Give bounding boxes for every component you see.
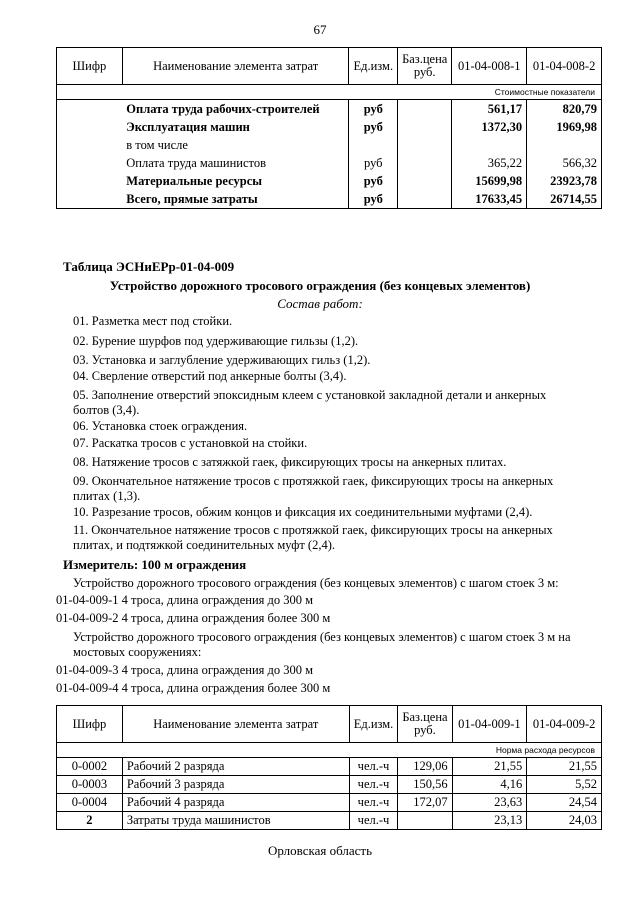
value-cell: 23,63: [452, 794, 527, 812]
operation-item: 06. Установка стоек ограждения.: [73, 419, 248, 433]
unit-cell: руб: [349, 118, 398, 136]
header-code: Шифр: [57, 48, 123, 85]
measurement-unit: Измеритель: 100 м ограждения: [63, 557, 247, 572]
value-cell: 17633,45: [452, 190, 527, 209]
code-cell: 0-0004: [57, 794, 123, 812]
code-line: 01-04-009-1 4 троса, длина ограждения до 300 м: [56, 593, 314, 607]
unit-cell: руб: [349, 190, 398, 209]
name-cell: Материальные ресурсы: [122, 172, 349, 190]
description-paragraph: Устройство дорожного тросового ограждения (без концевых элементов) с шагом стоек 3 м:: [73, 576, 559, 590]
operation-item: 07. Раскатка тросов с установкой на стойки.: [73, 436, 308, 450]
header-col1: 01-04-008-1: [452, 48, 527, 85]
code-cell: [57, 154, 123, 172]
table-row: [57, 154, 602, 172]
value-cell: 1372,30: [452, 118, 527, 136]
code-cell: [57, 172, 123, 190]
price-cell: [398, 190, 452, 209]
code-cell: 2: [57, 812, 123, 830]
resource-table: [56, 705, 602, 830]
value-cell: [452, 136, 527, 154]
price-cell: [398, 136, 452, 154]
header-code: Шифр: [57, 706, 123, 743]
price-cell: 150,56: [398, 776, 452, 794]
unit-cell: руб: [349, 172, 398, 190]
code-line: 01-04-009-2 4 троса, длина ограждения более 300 м: [56, 611, 331, 625]
unit-cell: чел.-ч: [349, 812, 398, 830]
price-cell: [398, 172, 452, 190]
operation-item: 05. Заполнение отверстий эпоксидным клеем с установкой закладной детали и анкерных болтов (3,4).: [73, 388, 547, 417]
name-cell: Затраты труда машинистов: [122, 812, 349, 830]
name-cell: Оплата труда рабочих-строителей: [122, 100, 349, 119]
unit-cell: руб: [349, 154, 398, 172]
operation-item: 02. Бурение шурфов под удерживающие гильзы (1,2).: [73, 334, 359, 348]
value-cell: 566,32: [527, 154, 602, 172]
table-row: [57, 190, 602, 209]
header-name: Наименование элемента затрат: [122, 48, 349, 85]
unit-cell: чел.-ч: [349, 794, 398, 812]
code-cell: [57, 190, 123, 209]
value-cell: 4,16: [452, 776, 527, 794]
code-line: 01-04-009-4 4 троса, длина ограждения более 300 м: [56, 681, 331, 695]
value-cell: 15699,98: [452, 172, 527, 190]
price-cell: [398, 100, 452, 119]
table-subtitle: Устройство дорожного тросового ограждения (без концевых элементов): [109, 278, 531, 293]
value-cell: 820,79: [527, 100, 602, 119]
code-cell: 0-0002: [57, 758, 123, 776]
value-cell: 5,52: [527, 776, 602, 794]
header-base-price: Баз.цена руб.: [398, 48, 452, 85]
footer-region: Орловская область: [267, 843, 373, 858]
table-header-row: [57, 48, 602, 85]
code-cell: [57, 118, 123, 136]
operation-item: 01. Разметка мест под стойки.: [73, 314, 233, 328]
operation-item: 11. Окончательное натяжение тросов с протяжкой гаек, фиксирующих тросы на анкерных плитах, и подтяжкой соединительных муфт (2,4).: [73, 523, 553, 552]
header-col1: 01-04-009-1: [452, 706, 527, 743]
operation-item: 10. Разрезание тросов, обжим концов и фиксация их соединительными муфтами (2,4).: [73, 505, 533, 519]
value-cell: 26714,55: [527, 190, 602, 209]
table-header-row: [57, 706, 602, 743]
header-col2: 01-04-008-2: [527, 48, 602, 85]
operation-item: 08. Натяжение тросов с затяжкой гаек, фиксирующих тросы на анкерных плитах.: [73, 455, 507, 469]
table-title: Таблица ЭСНиЕРр-01-04-009: [63, 259, 235, 274]
table-row: [57, 776, 602, 794]
page-number: 67: [313, 22, 327, 37]
price-cell: [398, 154, 452, 172]
header-unit: Ед.изм.: [349, 706, 398, 743]
resource-subheader: Норма расхода ресурсов: [57, 743, 602, 758]
value-cell: 1969,98: [527, 118, 602, 136]
table-row: [57, 758, 602, 776]
price-cell: [398, 118, 452, 136]
cost-table: [56, 47, 602, 209]
name-cell: Оплата труда машинистов: [122, 154, 349, 172]
table-row: [57, 172, 602, 190]
price-cell: 172,07: [398, 794, 452, 812]
operation-item: 03. Установка и заглубление удерживающих гильз (1,2).: [73, 353, 371, 367]
value-cell: 365,22: [452, 154, 527, 172]
unit-cell: [349, 136, 398, 154]
unit-cell: чел.-ч: [349, 776, 398, 794]
name-cell: Эксплуатация машин: [122, 118, 349, 136]
header-unit: Ед.изм.: [349, 48, 398, 85]
value-cell: 561,17: [452, 100, 527, 119]
operation-item: 04. Сверление отверстий под анкерные болты (3,4).: [73, 369, 347, 383]
unit-cell: руб: [349, 100, 398, 119]
header-col2: 01-04-009-2: [527, 706, 602, 743]
description-paragraph: Устройство дорожного тросового ограждения (без концевых элементов) с шагом стоек 3 м на мостовых сооружениях:: [73, 630, 571, 659]
table-row: [57, 118, 602, 136]
value-cell: 21,55: [527, 758, 602, 776]
name-cell: Рабочий 3 разряда: [122, 776, 349, 794]
price-cell: 129,06: [398, 758, 452, 776]
composition-label: Состав работ:: [277, 296, 363, 311]
value-cell: 21,55: [452, 758, 527, 776]
table-row: [57, 812, 602, 830]
value-cell: [527, 136, 602, 154]
code-cell: 0-0003: [57, 776, 123, 794]
table-subheader-row: [57, 85, 602, 100]
name-cell: Рабочий 4 разряда: [122, 794, 349, 812]
header-name: Наименование элемента затрат: [122, 706, 349, 743]
cost-subheader: Стоимостные показатели: [57, 85, 602, 100]
code-cell: [57, 100, 123, 119]
table-row: [57, 794, 602, 812]
value-cell: 24,03: [527, 812, 602, 830]
operation-item: 09. Окончательное натяжение тросов с протяжкой гаек, фиксирующих тросы на анкерных плитах (1,3).: [73, 474, 554, 503]
value-cell: 23923,78: [527, 172, 602, 190]
name-cell: в том числе: [122, 136, 349, 154]
code-line: 01-04-009-3 4 троса, длина ограждения до 300 м: [56, 663, 314, 677]
table-row: [57, 100, 602, 119]
code-cell: [57, 136, 123, 154]
name-cell: Рабочий 2 разряда: [122, 758, 349, 776]
value-cell: 24,54: [527, 794, 602, 812]
header-base-price: Баз.цена руб.: [398, 706, 452, 743]
table-subheader-row: [57, 743, 602, 758]
value-cell: 23,13: [452, 812, 527, 830]
table-row: [57, 136, 602, 154]
name-cell: Всего, прямые затраты: [122, 190, 349, 209]
unit-cell: чел.-ч: [349, 758, 398, 776]
price-cell: [398, 812, 452, 830]
